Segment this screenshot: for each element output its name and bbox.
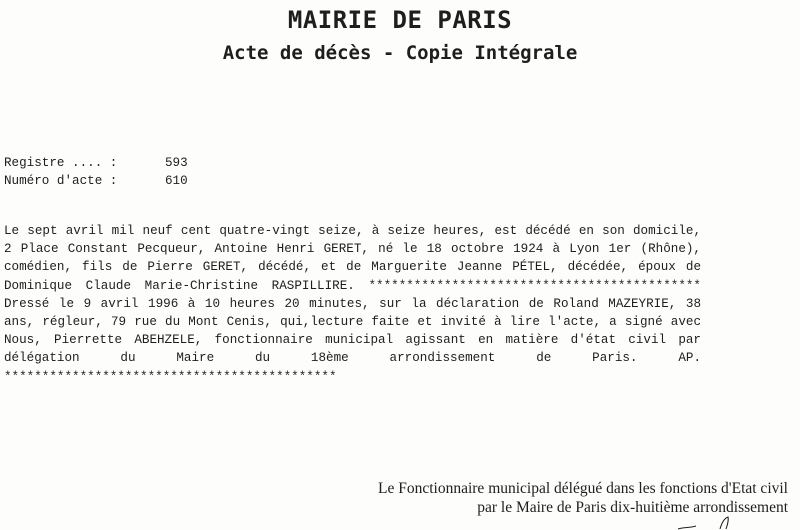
numero-acte-label: Numéro d'acte : — [4, 174, 118, 188]
registre-value: 593 — [165, 156, 188, 170]
document-subtitle: Acte de décès - Copie Intégrale — [222, 42, 578, 64]
signature-stroke — [676, 516, 736, 530]
document-title: MAIRIE DE PARIS — [287, 6, 513, 34]
registre-label: Registre .... : — [4, 156, 118, 170]
delegation-line: par le Maire de Paris dix-huitième arrondissement — [477, 499, 788, 516]
registre-row — [4, 154, 188, 172]
numero-acte-row — [4, 172, 188, 190]
act-body-text: Le sept avril mil neuf cent quatre-vingt seize, à seize heures, est décédé en son domicile, 2 Place Constant Pecqueur, Antoine Henri GERET, né le 18 octobre 1924 à Lyon 1er (Rhône), comédien, fils de Pierre GERET, décédé, et de Marguerite Jeanne PÉTEL, décédée, époux de Dominique Claude Marie-Christine RASPILLIRE. ******************************************** Dressé le 9 avril 1996 à 10 heures 20 minutes, sur la déclaration de Roland MAZEYRIE, 38 ans, régleur, 79 rue du Mont Cenis, qui,lecture faite et invité à lire l'acte, a signé avec Nous, Pierrette ABEHZELE, fonctionnaire municipal agissant en matière d'état civil par délégation du Maire du 18ème arrondissement de Paris. AP. ******************************************** — [4, 224, 701, 384]
numero-acte-value: 610 — [165, 174, 188, 188]
officer-title-line: Le Fonctionnaire municipal délégué dans les fonctions d'Etat civil — [378, 480, 788, 497]
